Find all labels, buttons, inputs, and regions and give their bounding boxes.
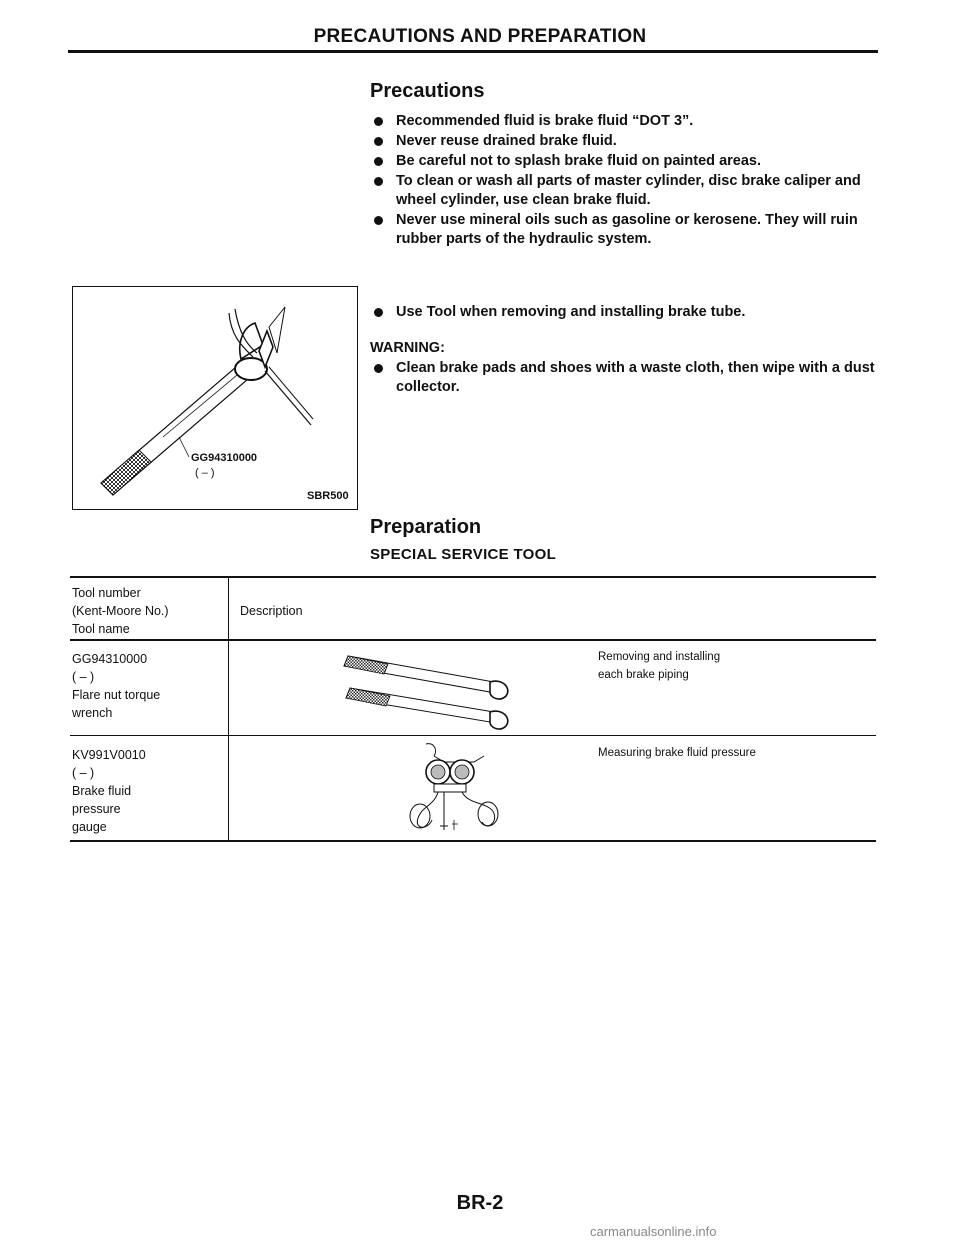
precautions-title: Precautions [370,80,485,102]
kent-moore-no: ( – ) [72,670,95,684]
table-header-tool-number [72,584,169,638]
header-line: (Kent-Moore No.) [72,604,169,618]
precautions-list [370,112,875,250]
table-row-2-description [598,744,756,762]
header-rule [68,50,878,53]
precaution-item: Recommended fluid is brake fluid “DOT 3”. [370,112,875,131]
tool-name-line: wrench [72,706,113,720]
page-number: BR-2 [456,1192,504,1214]
preparation-title: Preparation [370,516,482,538]
tool-number: GG94310000 [72,652,148,666]
figure-tool-code: GG94310000 [191,452,258,464]
header-line: Tool number [72,586,141,600]
warning-label: WARNING: [370,340,445,356]
table-bottom-rule [70,840,876,842]
precaution-item: Never use mineral oils such as gasoline or kerosene. They will ruin rubber parts of the hydraulic system. [370,211,875,249]
kent-moore-no: ( – ) [72,766,95,780]
special-service-tool-title: SPECIAL SERVICE TOOL [370,546,557,563]
description-line: Measuring brake fluid pressure [598,747,756,759]
tool-name-line: Brake fluid [72,784,132,798]
description-line: each brake piping [598,669,689,681]
precaution-item: Never reuse drained brake fluid. [370,132,875,151]
tool-name-line: gauge [72,820,107,834]
description-line: Removing and installing [598,651,721,663]
table-top-rule [70,576,876,578]
precaution-item: Be careful not to splash brake fluid on painted areas. [370,152,875,171]
flare-nut-wrench-illustration [340,648,520,734]
table-row-1-description [598,648,720,684]
watermark-url: carmanualsonline.info [590,1224,717,1239]
tool-figure [72,286,358,510]
pressure-gauge-illustration [404,740,514,836]
figure-tool-paren: ( – ) [195,467,215,479]
page-header-title: PRECAUTIONS AND PREPARATION [313,26,647,47]
table-header-rule [70,639,876,641]
table-column-divider [228,576,229,842]
tool-note-list [370,303,875,323]
table-row-2-tool [72,746,146,836]
table-row-1-tool [72,650,160,722]
table-header-description: Description [240,604,303,618]
warning-list [370,359,875,398]
header-line: Tool name [72,622,130,636]
warning-item: Clean brake pads and shoes with a waste cloth, then wipe with a dust collector. [370,359,875,397]
tool-name-line: Flare nut torque [72,688,161,702]
tool-name-line: pressure [72,802,121,816]
table-row-rule [70,735,876,736]
tool-number: KV991V0010 [72,748,146,762]
tool-note: Use Tool when removing and installing brake tube. [370,303,875,322]
precaution-item: To clean or wash all parts of master cylinder, disc brake caliper and wheel cylinder, use clean brake fluid. [370,172,875,210]
figure-id: SBR500 [307,490,349,502]
